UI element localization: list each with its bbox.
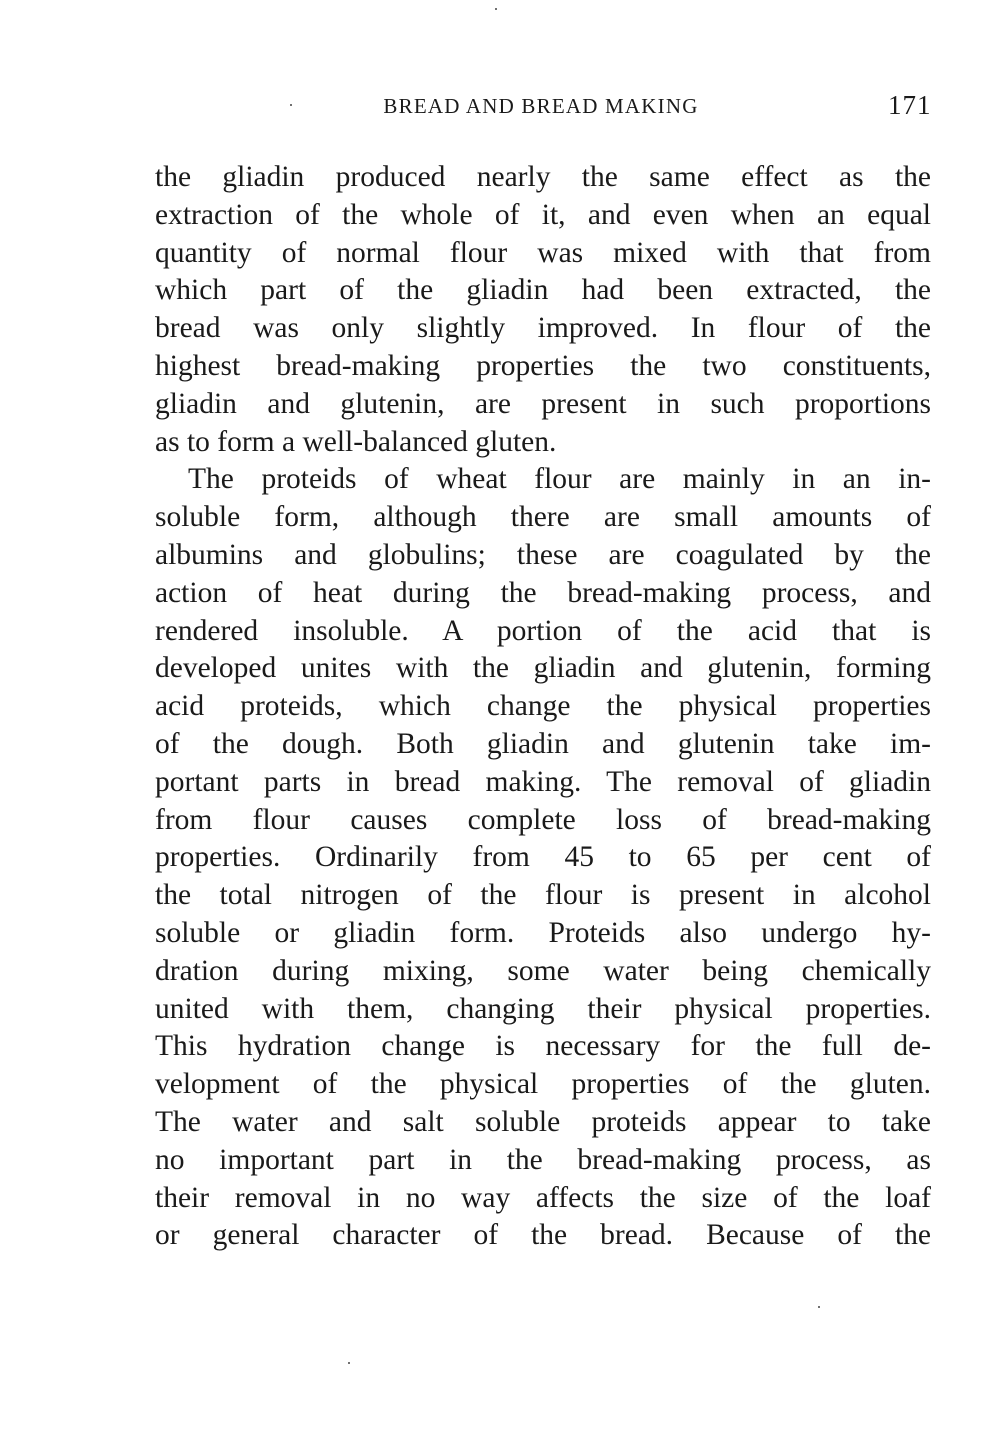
text-line: united with them, changing their physical properties.	[155, 992, 931, 1025]
text-line: rendered insoluble. A portion of the acid that is	[155, 614, 931, 647]
text-line: The water and salt soluble proteids appear to take	[155, 1105, 931, 1138]
text-line: albumins and globulins; these are coagulated by the	[155, 538, 931, 571]
running-head-title: BREAD AND BREAD MAKING	[383, 94, 699, 118]
text-line: quantity of normal flour was mixed with that from	[155, 236, 931, 269]
text-line: no important part in the bread-making process, as	[155, 1143, 931, 1176]
text-line: as to form a well-balanced gluten.	[155, 425, 557, 458]
text-line: the gliadin produced nearly the same effect as the	[155, 161, 931, 193]
scan-speck	[818, 1306, 820, 1308]
scan-speck	[495, 8, 497, 10]
text-line: soluble or gliadin form. Proteids also undergo hy-	[155, 916, 931, 949]
scan-speck	[290, 104, 292, 106]
text-line: gliadin and glutenin, are present in such proportions	[155, 387, 931, 420]
text-line: This hydration change is necessary for the full de-	[155, 1030, 931, 1063]
text-line: extraction of the whole of it, and even when an equal	[155, 198, 931, 231]
text-line: of the dough. Both gliadin and glutenin take im-	[155, 727, 931, 760]
text-line: the total nitrogen of the flour is present in alcohol	[155, 879, 931, 912]
text-line: velopment of the physical properties of the gluten.	[155, 1068, 931, 1101]
text-line: The proteids of wheat flour are mainly in an in-	[188, 463, 931, 496]
text-line: acid proteids, which change the physical properties	[155, 690, 931, 723]
page-body-text	[155, 159, 931, 1255]
text-line: their removal in no way affects the size of the loaf	[155, 1181, 931, 1214]
text-line: soluble form, although there are small amounts of	[155, 501, 931, 534]
text-line: dration during mixing, some water being chemically	[155, 954, 931, 987]
text-line: developed unites with the gliadin and glutenin, forming	[155, 652, 931, 685]
text-line: which part of the gliadin had been extracted, the	[155, 274, 931, 307]
text-line: or general character of the bread. Because of the	[155, 1219, 931, 1252]
text-line: highest bread-making properties the two constituents,	[155, 349, 931, 382]
text-line: bread was only slightly improved. In flour of the	[155, 312, 931, 345]
text-line: portant parts in bread making. The removal of gliadin	[155, 765, 931, 798]
scan-speck	[348, 1362, 350, 1364]
text-line: from flour causes complete loss of bread-making	[155, 803, 931, 836]
text-line: properties. Ordinarily from 45 to 65 per cent of	[155, 841, 931, 874]
text-line: action of heat during the bread-making process, and	[155, 576, 931, 609]
page-number: 171	[888, 90, 932, 120]
